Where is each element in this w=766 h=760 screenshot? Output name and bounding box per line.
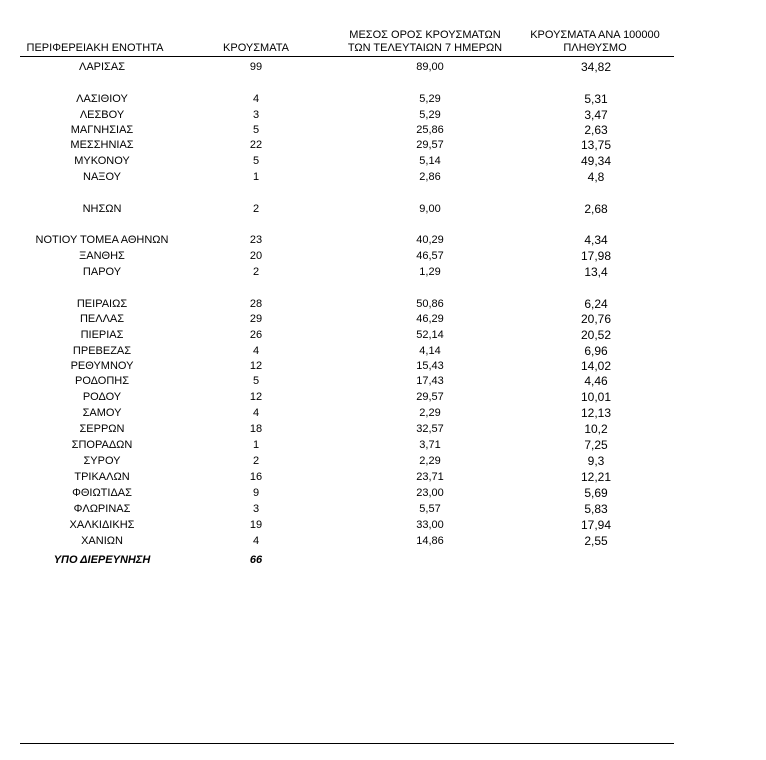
table-row [0,389,766,405]
avg-cell: 25,86 [416,124,444,136]
region-cell: ΡΟΔΟΠΗΣ [74,375,130,387]
cases-cell: 26 [249,329,263,341]
cases-cell: 4 [252,345,260,357]
cases-cell: 4 [252,407,260,419]
table-row [0,91,766,107]
table-row [0,107,766,123]
avg-cell: 4,14 [419,345,441,357]
per100k-cell: 5,69 [584,486,608,500]
table-row [0,153,766,169]
region-cell: ΧΑΝΙΩΝ [81,535,123,547]
avg-cell: 33,00 [416,519,444,531]
region-cell: ΡΟΔΟΥ [82,391,122,403]
per100k-cell: 2,68 [584,202,608,216]
cases-cell: 23 [249,234,263,246]
avg-cell: 46,57 [416,250,444,262]
cases-cell: 2 [252,203,260,215]
region-cell: ΡΕΘΥΜΝΟΥ [70,360,134,372]
per100k-cell: 9,3 [587,454,605,468]
per100k-cell: 34,82 [580,60,612,74]
table-row [0,501,766,517]
per100k-cell: 5,83 [584,502,608,516]
table-row [0,311,766,327]
region-cell: ΠΙΕΡΙΑΣ [80,329,124,341]
table-row [0,264,766,280]
per100k-cell: 4,8 [587,170,605,184]
per100k-cell: 6,24 [584,297,608,311]
avg-cell: 15,43 [416,360,444,372]
avg-cell: 1,29 [419,266,441,278]
header-avg-line2: ΤΩΝ ΤΕΛΕΥΤΑΙΩΝ 7 ΗΜΕΡΩΝ [347,42,503,54]
region-cell: ΤΡΙΚΑΛΩΝ [74,471,130,483]
region-cell: ΣΠΟΡΑΔΩΝ [71,439,133,451]
region-cell: ΠΕΛΛΑΣ [79,313,125,325]
region-cell: ΛΕΣΒΟΥ [79,109,125,121]
cases-cell: 5 [252,124,260,136]
avg-cell: 52,14 [416,329,444,341]
per100k-cell: 13,75 [580,138,612,152]
avg-cell: 5,14 [419,155,441,167]
table-row [0,201,766,217]
avg-cell: 29,57 [416,391,444,403]
avg-cell: 2,29 [419,407,441,419]
per100k-cell: 14,02 [580,359,612,373]
avg-cell: 17,43 [416,375,444,387]
per100k-cell: 4,34 [584,233,608,247]
per100k-cell: 12,21 [580,470,612,484]
per100k-cell: 12,13 [580,406,612,420]
per100k-cell: 6,96 [584,344,608,358]
region-cell: ΣΥΡΟΥ [83,455,121,467]
table-row [0,405,766,421]
table-row [0,137,766,153]
table-row [0,59,766,75]
per100k-cell: 20,52 [580,328,612,342]
avg-cell: 40,29 [416,234,444,246]
avg-cell: 89,00 [416,61,444,73]
table-row [0,373,766,389]
table-row [0,421,766,437]
header-per100k-line2: ΠΛΗΘΥΣΜΟ [563,42,627,54]
header-per100k-line1: ΚΡΟΥΣΜΑΤΑ ΑΝΑ 100000 [530,29,660,41]
region-cell: ΛΑΡΙΣΑΣ [78,61,125,73]
per100k-cell: 13,4 [584,265,608,279]
cases-cell: 4 [252,93,260,105]
per100k-cell: 7,25 [584,438,608,452]
footer-cases-cell: 66 [249,554,263,566]
cases-cell: 2 [252,266,260,278]
region-cell: ΜΑΓΝΗΣΙΑΣ [70,124,134,136]
table-row [0,248,766,264]
cases-cell: 12 [249,391,263,403]
cases-cell: 18 [249,423,263,435]
cases-cell: 5 [252,375,260,387]
per100k-cell: 3,47 [584,108,608,122]
region-cell: ΠΑΡΟΥ [82,266,122,278]
region-cell: ΝΟΤΙΟΥ ΤΟΜΕΑ ΑΘΗΝΩΝ [35,234,169,246]
region-cell: ΜΥΚΟΝΟΥ [74,155,130,167]
cases-cell: 28 [249,298,263,310]
table-row [0,327,766,343]
region-cell: ΝΑΞΟΥ [83,171,121,183]
header-region: ΠΕΡΙΦΕΡΕΙΑΚΗ ΕΝΟΤΗΤΑ [26,42,164,54]
cases-cell: 99 [249,61,263,73]
avg-cell: 23,00 [416,487,444,499]
cases-cell: 1 [252,439,260,451]
cases-cell: 9 [252,487,260,499]
region-cell: ΛΑΣΙΘΙΟΥ [76,93,128,105]
table-row [0,453,766,469]
avg-cell: 5,29 [419,109,441,121]
per100k-cell: 49,34 [580,154,612,168]
avg-cell: 9,00 [419,203,441,215]
table-row [0,343,766,359]
header-rule [20,56,674,57]
header-avg-line1: ΜΕΣΟΣ ΟΡΟΣ ΚΡΟΥΣΜΑΤΩΝ [349,29,501,41]
cases-cell: 16 [249,471,263,483]
table-row [0,517,766,533]
region-cell: ΜΕΣΣΗΝΙΑΣ [70,139,134,151]
avg-cell: 5,29 [419,93,441,105]
table-row [0,437,766,453]
avg-cell: 32,57 [416,423,444,435]
avg-cell: 50,86 [416,298,444,310]
avg-cell: 2,29 [419,455,441,467]
table-row [0,485,766,501]
avg-cell: 2,86 [419,171,441,183]
bottom-rule [20,743,674,744]
cases-cell: 12 [249,360,263,372]
cases-cell: 5 [252,155,260,167]
table-row [0,533,766,549]
per100k-cell: 2,63 [584,123,608,137]
avg-cell: 3,71 [419,439,441,451]
region-cell: ΣΑΜΟΥ [82,407,122,419]
avg-cell: 46,29 [416,313,444,325]
cases-cell: 4 [252,535,260,547]
table-row [0,122,766,138]
table-row [0,232,766,248]
region-cell: ΦΛΩΡΙΝΑΣ [73,503,131,515]
per100k-cell: 10,01 [580,390,612,404]
table-row [0,169,766,185]
table-footer-row [0,552,766,568]
per100k-cell: 5,31 [584,92,608,106]
footer-region-cell: ΥΠΟ ΔΙΕΡΕΥΝΗΣΗ [53,554,151,566]
per100k-cell: 20,76 [580,312,612,326]
region-cell: ΞΑΝΘΗΣ [79,250,125,262]
avg-cell: 5,57 [419,503,441,515]
region-cell: ΦΘΙΩΤΙΔΑΣ [72,487,132,499]
cases-cell: 3 [252,503,260,515]
cases-cell: 29 [249,313,263,325]
table-row [0,296,766,312]
cases-cell: 1 [252,171,260,183]
cases-cell: 22 [249,139,263,151]
region-cell: ΧΑΛΚΙΔΙΚΗΣ [69,519,135,531]
cases-cell: 3 [252,109,260,121]
cases-cell: 19 [249,519,263,531]
per100k-cell: 2,55 [584,534,608,548]
per100k-cell: 10,2 [584,422,608,436]
per100k-cell: 17,98 [580,249,612,263]
table-row [0,358,766,374]
per100k-cell: 17,94 [580,518,612,532]
region-cell: ΝΗΣΩΝ [82,203,122,215]
avg-cell: 29,57 [416,139,444,151]
cases-cell: 2 [252,455,260,467]
cases-cell: 20 [249,250,263,262]
region-cell: ΣΕΡΡΩΝ [79,423,125,435]
avg-cell: 14,86 [416,535,444,547]
per100k-cell: 4,46 [584,374,608,388]
region-cell: ΠΡΕΒΕΖΑΣ [72,345,132,357]
avg-cell: 23,71 [416,471,444,483]
table-row [0,469,766,485]
region-cell: ΠΕΙΡΑΙΩΣ [76,298,128,310]
header-cases: ΚΡΟΥΣΜΑΤΑ [223,42,289,54]
